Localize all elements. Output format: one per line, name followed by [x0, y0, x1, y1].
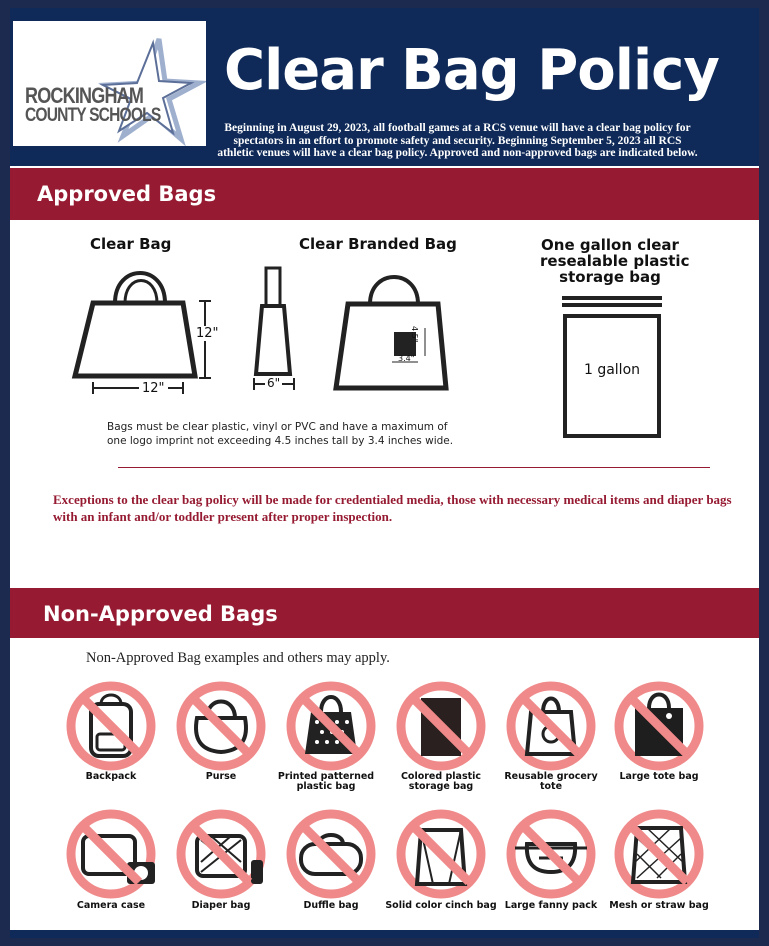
clear-bag-width-label: 12": [139, 381, 168, 396]
item-caption-purse: Purse: [205, 771, 237, 782]
branded-bag-depth-label: 6": [267, 376, 281, 390]
exception-text: Exceptions to the clear bag policy will be made for credentialed media, those with necessary medical items and diaper bags with an infant and/or toddler present after proper inspection.: [53, 492, 732, 524]
mesh-bag-icon: [611, 806, 707, 902]
tote-bag-icon: [611, 678, 707, 774]
divider: [118, 467, 710, 468]
clear-branded-bag-label: Clear Branded Bag: [299, 235, 457, 253]
logo-text-line1: ROCKINGHAM: [25, 83, 144, 108]
footer-bar: [10, 930, 759, 938]
item-caption-patterned-bag: Printed patterned plastic bag: [277, 771, 375, 792]
policy-flyer: [10, 8, 759, 938]
logo-height-label: 4.5": [410, 326, 419, 343]
item-caption-colored-storage-bag: Colored plastic storage bag: [400, 771, 482, 792]
gallon-bag-label-line2: resealable plastic: [540, 252, 690, 270]
backpack-icon: [63, 678, 159, 774]
purse-icon: [173, 678, 269, 774]
cinch-bag-icon: [393, 806, 489, 902]
branded-bag-icon: [328, 266, 458, 396]
non-approved-intro: Non-Approved Bag examples and others may apply.: [86, 650, 390, 666]
non-approved-heading: Non-Approved Bags: [43, 602, 278, 626]
approved-bag-note: Bags must be clear plastic, vinyl or PVC and have a maximum of one logo imprint not exceeding 4.5 inches tall by 3.4 inches wide.: [107, 421, 454, 447]
item-caption-mesh-bag: Mesh or straw bag: [609, 900, 709, 911]
logo-width-label: 3.4": [398, 354, 415, 363]
school-logo: [13, 21, 206, 146]
clear-bag-label: Clear Bag: [90, 235, 172, 253]
approved-section-band: [10, 168, 759, 220]
item-caption-cinch-bag: Solid color cinch bag: [385, 900, 497, 911]
logo-text-line2: COUNTY SCHOOLS: [25, 105, 161, 126]
item-caption-grocery-tote: Reusable grocery tote: [504, 771, 598, 792]
intro-paragraph: Beginning in August 29, 2023, all football games at a RCS venue will have a clear bag policy for spectators in an effort to promote safety and security. Beginning September 5, 2023 all RCS athletic venues will have a clear bag policy. Approved and non-approved bags are indicated below.: [217, 122, 698, 159]
header-banner: [10, 8, 759, 166]
diaper-bag-icon: [173, 806, 273, 902]
grocery-tote-icon: [503, 678, 599, 774]
item-caption-duffle-bag: Duffle bag: [303, 900, 359, 911]
fanny-pack-icon: [503, 806, 599, 902]
gallon-bag-label-line1: One gallon clear: [541, 236, 679, 254]
colored-storage-bag-icon: [393, 678, 489, 774]
item-caption-fanny-pack: Large fanny pack: [504, 900, 598, 911]
item-caption-backpack: Backpack: [85, 771, 137, 782]
item-caption-camera-case: Camera case: [76, 900, 146, 911]
clear-bag-height-label: 12": [196, 326, 219, 341]
item-caption-diaper-bag: Diaper bag: [191, 900, 251, 911]
gallon-bag-text: 1 gallon: [583, 362, 641, 378]
approved-heading: Approved Bags: [37, 182, 217, 206]
non-approved-section-band: [10, 588, 759, 638]
patterned-bag-icon: [283, 678, 379, 774]
duffle-bag-icon: [283, 806, 379, 902]
gallon-bag-label-line3: storage bag: [559, 268, 661, 286]
page-title: Clear Bag Policy: [224, 38, 719, 103]
item-caption-tote-bag: Large tote bag: [619, 771, 699, 782]
camera-case-icon: [63, 806, 163, 902]
